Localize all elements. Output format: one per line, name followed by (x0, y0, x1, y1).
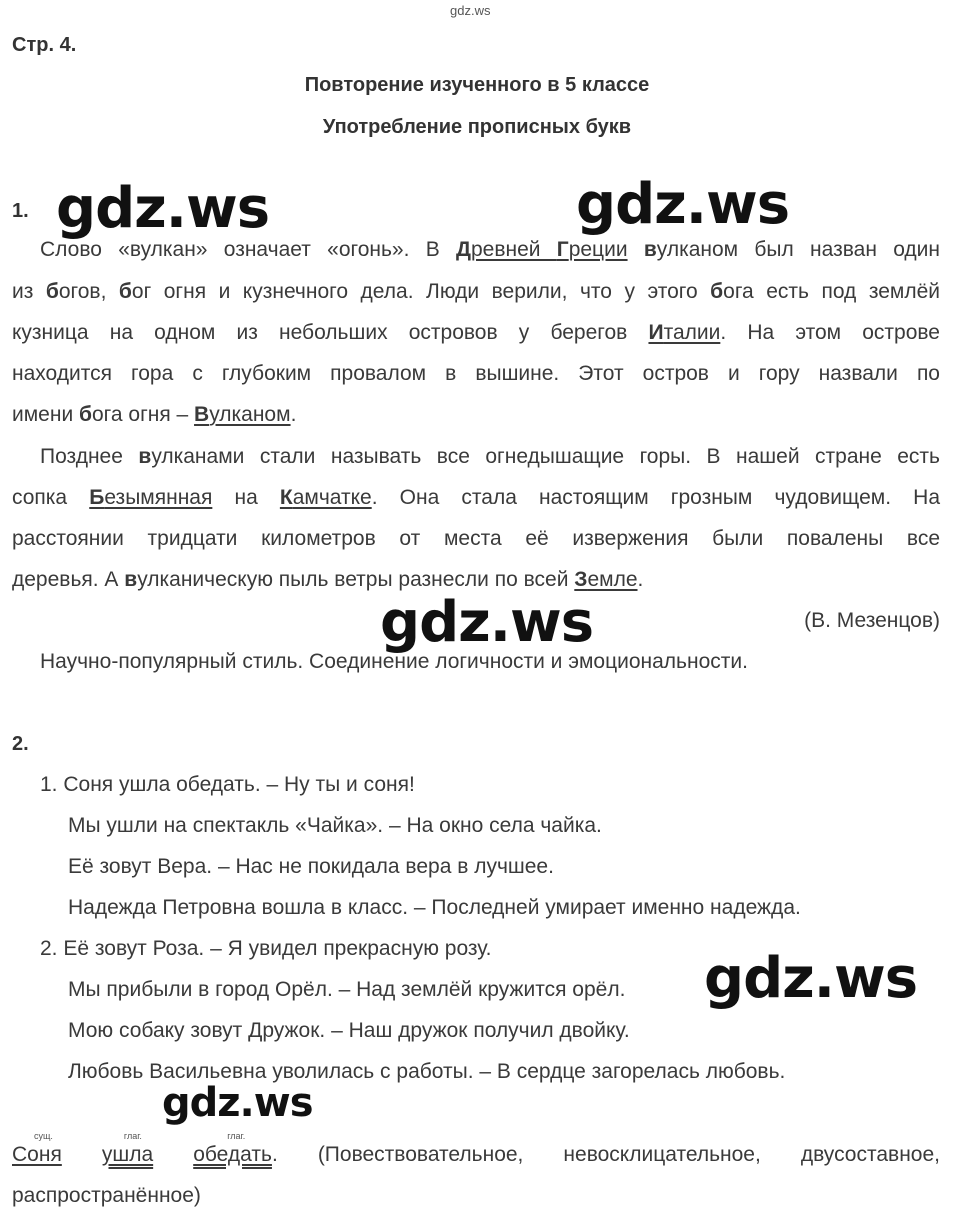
watermark: gdz.ws (704, 946, 918, 1011)
example-line: Её зовут Вера. – Нас не покидала вера в лучшее. (68, 855, 554, 878)
parsed-word-predicate: глаг. обедать (193, 1131, 272, 1166)
exercise-2-number: 2. (12, 733, 29, 755)
watermark: gdz.ws (380, 590, 594, 655)
watermark: gdz.ws (162, 1080, 313, 1126)
paragraph-line: кузница на одном из небольших островов у берегов Италии. На этом острове (12, 321, 940, 344)
paragraph-line: деревья. А вулканическую пыль ветры разнесли по всей Земле. (12, 568, 644, 591)
paragraph-line: Слово «вулкан» означает «огонь». В Древней Греции вулканом был назван один (40, 238, 940, 261)
paragraph-line: расстоянии тридцати километров от места её извержения были повалены все (12, 527, 940, 550)
example-line: 2. Её зовут Роза. – Я увидел прекрасную розу. (40, 937, 492, 960)
sentence-parse-end: распространённое) (12, 1184, 201, 1207)
exercise-1-number: 1. (12, 200, 29, 222)
paragraph-line: имени бога огня – Вулканом. (12, 403, 297, 426)
paragraph-line: находится гора с глубоким провалом в вышине. Этот остров и гору назвали по (12, 362, 940, 385)
author: (В. Мезенцов) (804, 609, 940, 632)
example-line: Мою собаку зовут Дружок. – Наш дружок получил двойку. (68, 1019, 630, 1042)
parsed-word-subject: сущ. Соня (12, 1131, 62, 1166)
watermark-small: gdz.ws (450, 3, 491, 18)
example-line: Мы ушли на спектакль «Чайка». – На окно села чайка. (68, 814, 602, 837)
example-line: Надежда Петровна вошла в класс. – Последней умирает именно надежда. (68, 896, 801, 919)
sentence-parse: сущ. Соня глаг. ушла глаг. обедать. (Повествовательное, невосклицательное, двусоставное, (12, 1131, 940, 1166)
example-line: Любовь Васильевна уволилась с работы. – В сердце загорелась любовь. (68, 1060, 786, 1083)
watermark: gdz.ws (576, 172, 790, 237)
example-line: 1. Соня ушла обедать. – Ну ты и соня! (40, 773, 415, 796)
page-label: Стр. 4. (12, 34, 77, 56)
section-title: Повторение изученного в 5 классе (304, 74, 650, 96)
example-line: Мы прибыли в город Орёл. – Над землёй кружится орёл. (68, 978, 626, 1001)
watermark: gdz.ws (56, 176, 270, 241)
paragraph-line: сопка Безымянная на Камчатке. Она стала настоящим грозным чудовищем. На (12, 486, 940, 509)
style-note: Научно-популярный стиль. Соединение логичности и эмоциональности. (40, 650, 748, 673)
topic-title: Употребление прописных букв (322, 116, 632, 138)
paragraph-line: из богов, бог огня и кузнечного дела. Люди верили, что у этого бога есть под землёй (12, 280, 940, 303)
paragraph-line: Позднее вулканами стали называть все огнедышащие горы. В нашей стране есть (40, 445, 940, 468)
parsed-word-predicate: глаг. ушла (101, 1131, 154, 1166)
